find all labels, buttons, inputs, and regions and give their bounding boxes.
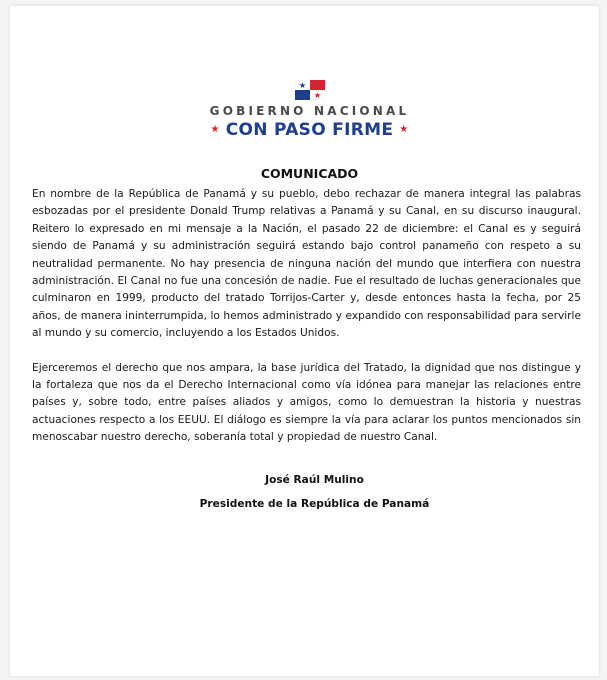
government-logo bbox=[10, 80, 599, 140]
document-page bbox=[10, 6, 599, 676]
document-title: COMUNICADO bbox=[260, 166, 359, 181]
government-motto bbox=[20, 120, 599, 140]
government-name: GOBIERNO NACIONAL bbox=[209, 104, 410, 118]
panama-flag-icon bbox=[295, 80, 325, 100]
signature-name: José Raúl Mulino bbox=[265, 474, 364, 486]
signature-role: Presidente de la República de Panamá bbox=[199, 498, 430, 510]
signature-block bbox=[20, 474, 607, 510]
motto-text: CON PASO FIRME bbox=[225, 120, 394, 140]
star-icon: ★ bbox=[399, 124, 409, 135]
paragraph: Ejerceremos el derecho que nos ampara, la base jurídica del Tratado, la dignidad que nos distingue y la fortaleza que nos da el Derecho Internacional como vía idónea para manejar las relaciones entre países y, sobre todo, entre países aliados y amigos, como lo demuestran la historia y nuestras actuaciones respecto a los EEUU. El diálogo es siempre la vía para aclarar los puntos mencionados sin menoscabar nuestro derecho, soberanía total y propiedad de nuestro Canal. bbox=[32, 361, 581, 444]
document-body bbox=[32, 186, 581, 447]
star-icon: ★ bbox=[210, 124, 220, 135]
paragraph: En nombre de la República de Panamá y su pueblo, debo rechazar de manera integral las palabras esbozadas por el presidente Donald Trump relativas a Panamá y su Canal, en su discurso inaugural. Reitero lo expresado en mi mensaje a la Nación, el pasado 22 de diciembre: el Canal es y seguirá siendo de Panamá y su administración seguirá estando bajo control panameño con respeto a su neutralidad permanente. No hay presencia de ninguna nación del mundo que interfiera con nuestra administración. El Canal no fue una concesión de nadie. Fue el resultado de luchas generacionales que culminaron en 1999, producto del tratado Torrijos-Carter y, desde entonces hasta la fecha, por 25 años, de manera ininterrumpida, lo hemos administrado y expandido con responsabilidad para servirle al mundo y su comercio, incluyendo a los Estados Unidos. bbox=[32, 188, 581, 340]
